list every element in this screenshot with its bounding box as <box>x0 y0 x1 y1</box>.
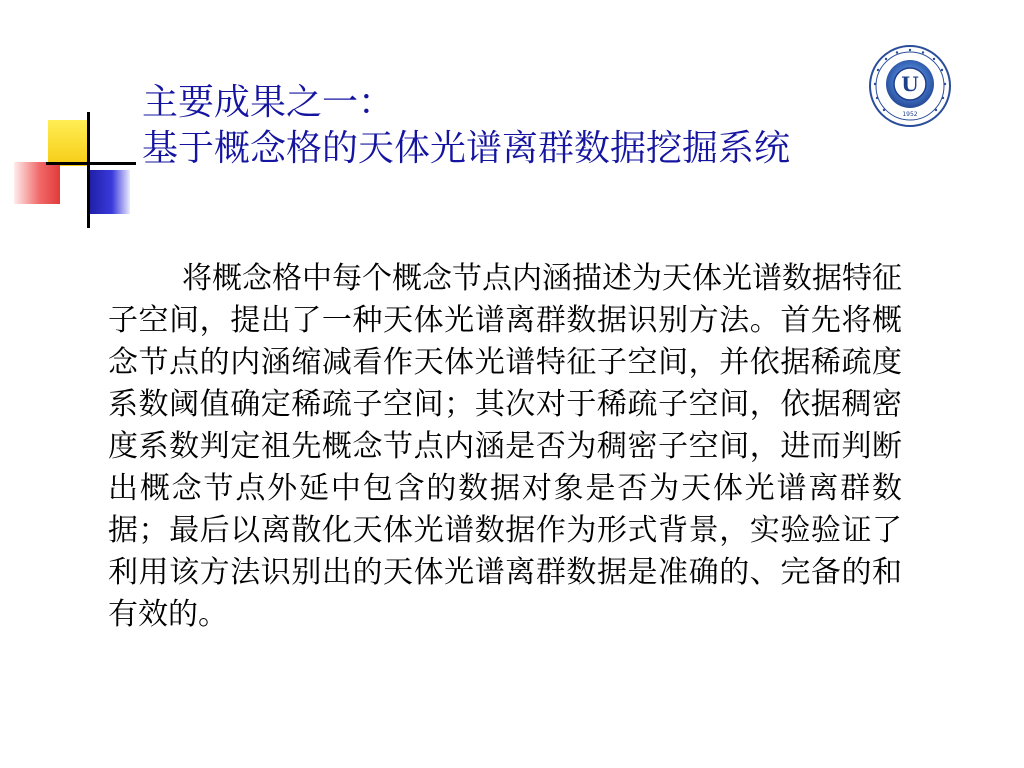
body-paragraph: 将概念格中每个概念节点内涵描述为天体光谱数据特征子空间，提出了一种天体光谱离群数据识别方法。首先将概念节点的内涵缩减看作天体光谱特征子空间，并依据稀疏度系数阈值确定稀疏子空间；其次对于稀疏子空间，依据稠密度系数判定祖先概念节点内涵是否为稠密子空间，进而判断出概念节点外延中包含的数据对象是否为天体光谱离群数据；最后以离散化天体光谱数据作为形式背景，实验验证了利用该方法识别出的天体光谱离群数据是准确的、完备的和有效的。 <box>108 261 902 632</box>
decor-blue-square <box>90 170 130 214</box>
title-line-1: 主要成果之一： <box>142 82 395 123</box>
decor-red-square <box>14 162 60 204</box>
seal-year: 1952 <box>902 111 918 118</box>
seal-graphic <box>868 44 952 128</box>
seal-letter: U <box>901 72 919 96</box>
decor-yellow-square <box>48 120 88 166</box>
decor-horizontal-line <box>46 162 136 165</box>
decor-vertical-line <box>87 112 90 228</box>
title-line-2: 基于概念格的天体光谱离群数据挖掘系统 <box>142 128 791 169</box>
slide-title <box>142 80 962 172</box>
university-seal-logo <box>868 44 952 128</box>
